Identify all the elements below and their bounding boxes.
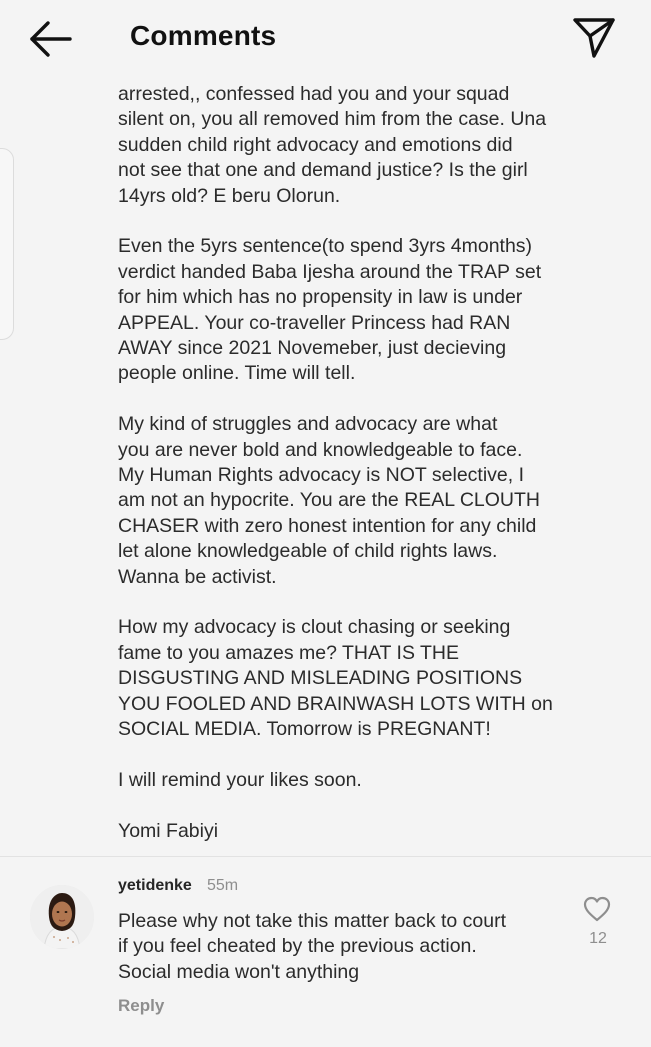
- caption-line: Even the 5yrs sentence(to spend 3yrs 4months): [118, 235, 533, 258]
- comment-item: [0, 857, 651, 1047]
- caption-paragraph: [118, 768, 618, 793]
- caption-paragraph: [118, 615, 618, 742]
- caption-line: Wanna be activist.: [118, 565, 277, 588]
- caption-line: CHASER with zero honest intention for any child: [118, 514, 537, 537]
- caption-line: APPEAL. Your co-traveller Princess had RAN: [118, 311, 511, 334]
- caption-line: My kind of struggles and advocacy are what: [118, 413, 498, 436]
- caption-line: fame to you amazes me? THAT IS THE: [118, 641, 460, 664]
- caption-line: silent on, you all removed him from the case. Una: [118, 108, 547, 131]
- comment-text: [118, 909, 568, 985]
- arrow-left-icon: [26, 18, 76, 60]
- avatar[interactable]: [30, 885, 94, 949]
- caption-line: Yomi Fabiyi: [118, 819, 219, 842]
- caption-paragraph: [118, 234, 618, 386]
- comment-username[interactable]: yetidenke: [118, 877, 192, 894]
- caption-line: you are never bold and knowledgeable to face.: [118, 438, 523, 461]
- comment-timestamp: 55m: [207, 877, 239, 894]
- like-count: 12: [589, 930, 607, 947]
- side-panel-handle[interactable]: [0, 148, 14, 340]
- like-button[interactable]: [582, 895, 612, 923]
- caption-line: 14yrs old? E beru Olorun.: [118, 184, 341, 207]
- caption-paragraph: [118, 819, 618, 844]
- caption-paragraph: [118, 82, 618, 209]
- paper-plane-icon: [570, 14, 618, 62]
- comment-text-line: Social media won't anything: [118, 960, 360, 983]
- caption-line: My Human Rights advocacy is NOT selective, I: [118, 464, 525, 487]
- comment-text-line: if you feel cheated by the previous action.: [118, 935, 477, 958]
- caption-line: sudden child right advocacy and emotions did: [118, 133, 513, 156]
- avatar-photo-icon: [30, 885, 94, 949]
- caption-line: verdict handed Baba Ijesha around the TRAP set: [118, 260, 542, 283]
- caption-line: SOCIAL MEDIA. Tomorrow is PREGNANT!: [118, 718, 491, 741]
- caption-line: AWAY since 2021 Novemeber, just decieving: [118, 337, 507, 360]
- back-button[interactable]: [26, 18, 76, 60]
- heart-outline-icon: [582, 895, 612, 923]
- page-title: Comments: [130, 20, 277, 51]
- caption-line: How my advocacy is clout chasing or seeking: [118, 616, 511, 639]
- post-caption: [118, 82, 618, 844]
- caption-line: DISGUSTING AND MISLEADING POSITIONS: [118, 667, 523, 690]
- caption-line: let alone knowledgeable of child rights laws.: [118, 540, 498, 563]
- caption-line: arrested,, confessed had you and your squad: [118, 83, 510, 105]
- caption-line: not see that one and demand justice? Is the girl: [118, 159, 528, 182]
- caption-line: I will remind your likes soon.: [118, 768, 362, 791]
- caption-paragraph: [118, 412, 618, 590]
- share-button[interactable]: [570, 14, 618, 62]
- reply-button[interactable]: Reply: [118, 996, 165, 1015]
- comment-text-line: Please why not take this matter back to court: [118, 910, 507, 932]
- caption-line: for him which has no propensity in law is under: [118, 286, 523, 309]
- caption-line: YOU FOOLED AND BRAINWASH LOTS WITH on: [118, 692, 553, 715]
- caption-line: people online. Time will tell.: [118, 362, 356, 385]
- comments-header: [0, 0, 651, 78]
- caption-line: am not an hypocrite. You are the REAL CLOUTH: [118, 489, 541, 512]
